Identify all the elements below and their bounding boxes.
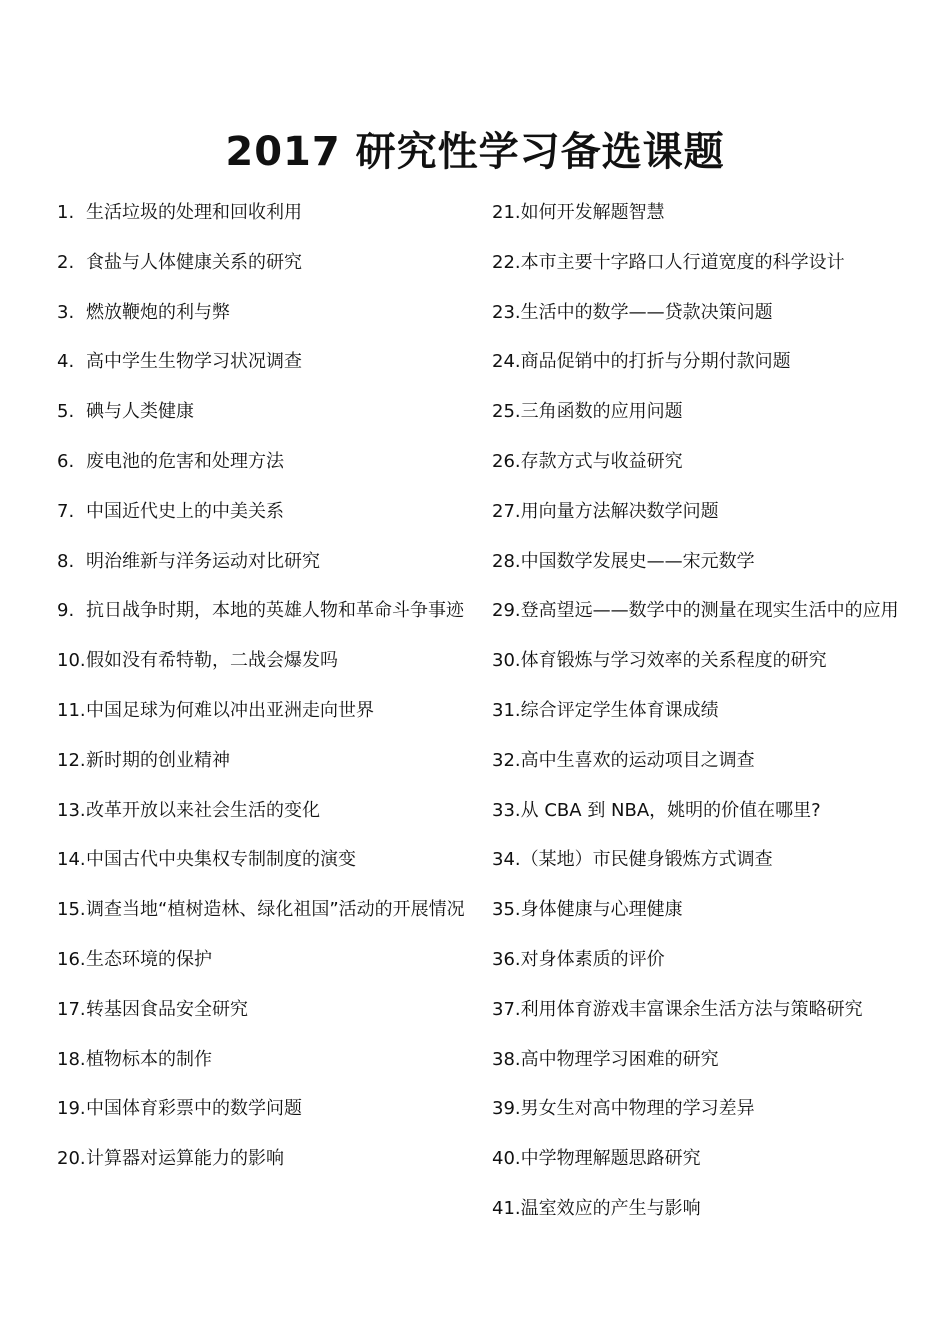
list-item: [492, 636, 902, 686]
list-item: [57, 835, 467, 885]
list-item: [57, 1084, 467, 1134]
item-text: 高中物理学习困难的研究: [520, 1048, 719, 1070]
item-number: 12.: [57, 749, 86, 771]
item-text: 中学物理解题思路研究: [520, 1148, 701, 1170]
item-number: 25.: [492, 401, 521, 423]
list-item: [57, 935, 467, 985]
item-text: 燃放鞭炮的利与弊: [86, 301, 230, 323]
item-number: 32.: [492, 749, 521, 771]
list-item: [492, 586, 902, 636]
item-text: 利用体育游戏丰富课余生活方法与策略研究: [520, 998, 863, 1020]
item-number: 33.: [492, 799, 521, 821]
list-item: [492, 686, 902, 736]
list-item: [492, 736, 902, 786]
item-number: 22.: [492, 251, 521, 273]
item-number: 35.: [492, 899, 521, 921]
item-number: 1.: [57, 202, 75, 223]
list-item: [57, 985, 467, 1035]
item-number: 2.: [57, 251, 75, 273]
list-item: [57, 188, 467, 238]
item-text: （某地）市民健身锻炼方式调查: [520, 849, 773, 871]
item-number: 39.: [492, 1098, 521, 1120]
item-text: 碘与人类健康: [86, 401, 194, 423]
item-text: 中国体育彩票中的数学问题: [86, 1098, 302, 1120]
item-text: 调查当地“植树造林、绿化祖国”活动的开展情况: [86, 899, 465, 921]
item-number: 6.: [57, 450, 75, 472]
item-number: 8.: [57, 550, 75, 572]
list-item: [492, 786, 902, 836]
item-number: 11.: [57, 699, 86, 721]
list-item: [57, 885, 467, 935]
item-text: 植物标本的制作: [86, 1048, 212, 1070]
list-item: [492, 437, 902, 487]
item-text: 转基因食品安全研究: [86, 998, 248, 1020]
item-number: 38.: [492, 1048, 521, 1070]
list-item: [492, 537, 902, 587]
item-text: 食盐与人体健康关系的研究: [86, 251, 302, 273]
item-number: 24.: [492, 351, 521, 373]
item-number: 5.: [57, 401, 75, 423]
item-text: 中国近代史上的中美关系: [86, 500, 284, 522]
list-item: [57, 636, 467, 686]
item-number: 31.: [492, 699, 521, 721]
item-number: 27.: [492, 500, 521, 522]
item-number: 10.: [57, 650, 86, 672]
item-text: 对身体素质的评价: [520, 948, 665, 970]
item-text: 明治维新与洋务运动对比研究: [86, 550, 320, 572]
topic-list-left: [57, 188, 467, 1184]
list-item: [57, 337, 467, 387]
list-item: [57, 288, 467, 338]
item-number: 13.: [57, 799, 86, 821]
item-text: 男女生对高中物理的学习差异: [520, 1098, 755, 1120]
topic-list-right: [492, 188, 902, 1234]
list-item: [492, 238, 902, 288]
item-text: 商品促销中的打折与分期付款问题: [520, 351, 791, 373]
list-item: [57, 487, 467, 537]
item-text: 中国古代中央集权专制制度的演变: [86, 849, 356, 871]
item-text: 本市主要十字路口人行道宽度的科学设计: [520, 251, 845, 273]
item-number: 15.: [57, 899, 86, 921]
item-number: 41.: [492, 1197, 521, 1219]
item-text: 温室效应的产生与影响: [520, 1197, 701, 1219]
item-number: 4.: [57, 351, 75, 373]
list-item: [492, 985, 902, 1035]
item-number: 40.: [492, 1148, 521, 1170]
item-number: 30.: [492, 650, 521, 672]
item-text: 中国足球为何难以冲出亚洲走向世界: [86, 699, 374, 721]
item-text: 计算器对运算能力的影响: [86, 1148, 284, 1170]
list-item: [492, 487, 902, 537]
list-item: [57, 686, 467, 736]
list-item: [492, 1084, 902, 1134]
item-number: 20.: [57, 1148, 86, 1170]
item-number: 26.: [492, 450, 521, 472]
list-item: [57, 1134, 467, 1184]
item-number: 29.: [492, 600, 521, 622]
list-item: [57, 586, 467, 636]
list-item: [57, 1035, 467, 1085]
list-item: [492, 835, 902, 885]
list-item: [492, 1035, 902, 1085]
item-number: 36.: [492, 948, 521, 970]
item-text: 新时期的创业精神: [86, 749, 230, 771]
item-text: 用向量方法解决数学问题: [520, 500, 719, 522]
item-text: 身体健康与心理健康: [520, 899, 683, 921]
list-item: [57, 387, 467, 437]
item-text: 如何开发解题智慧: [520, 202, 665, 223]
list-item: [492, 337, 902, 387]
item-number: 16.: [57, 948, 86, 970]
item-text: 存款方式与收益研究: [520, 450, 683, 472]
item-text: 三角函数的应用问题: [520, 401, 683, 423]
list-item: [57, 238, 467, 288]
item-text: 生态环境的保护: [86, 948, 212, 970]
item-text: 废电池的危害和处理方法: [86, 450, 284, 472]
list-item: [492, 387, 902, 437]
item-text: 抗日战争时期，本地的英雄人物和革命斗争事迹: [86, 600, 464, 622]
item-text: 生活中的数学——贷款决策问题: [520, 301, 773, 323]
item-text: 登高望远——数学中的测量在现实生活中的应用: [520, 600, 899, 622]
item-number: 21.: [492, 202, 521, 223]
item-number: 7.: [57, 500, 75, 522]
item-text: 从 CBA 到 NBA，姚明的价值在哪里?: [520, 799, 821, 821]
item-number: 17.: [57, 998, 86, 1020]
item-text: 生活垃圾的处理和回收利用: [86, 202, 302, 223]
item-number: 3.: [57, 301, 75, 323]
item-text: 综合评定学生体育课成绩: [520, 699, 719, 721]
item-number: 19.: [57, 1098, 86, 1120]
item-text: 假如没有希特勒，二战会爆发吗: [86, 650, 338, 672]
list-item: [492, 1134, 902, 1184]
item-text: 高中学生生物学习状况调查: [86, 351, 302, 373]
list-item: [57, 537, 467, 587]
item-text: 改革开放以来社会生活的变化: [86, 799, 320, 821]
item-text: 中国数学发展史——宋元数学: [520, 550, 755, 572]
list-item: [57, 786, 467, 836]
page-title: 2017 研究性学习备选课题: [225, 129, 725, 175]
list-item: [492, 935, 902, 985]
list-item: [57, 437, 467, 487]
item-text: 高中生喜欢的运动项目之调查: [520, 749, 755, 771]
item-number: 34.: [492, 849, 521, 871]
list-item: [57, 736, 467, 786]
item-number: 9.: [57, 600, 75, 622]
item-number: 18.: [57, 1048, 86, 1070]
list-item: [492, 188, 902, 238]
item-number: 28.: [492, 550, 521, 572]
list-item: [492, 288, 902, 338]
list-item: [492, 885, 902, 935]
item-text: 体育锻炼与学习效率的关系程度的研究: [520, 650, 827, 672]
item-number: 14.: [57, 849, 86, 871]
item-number: 37.: [492, 998, 521, 1020]
item-number: 23.: [492, 301, 521, 323]
list-item: [492, 1184, 902, 1234]
